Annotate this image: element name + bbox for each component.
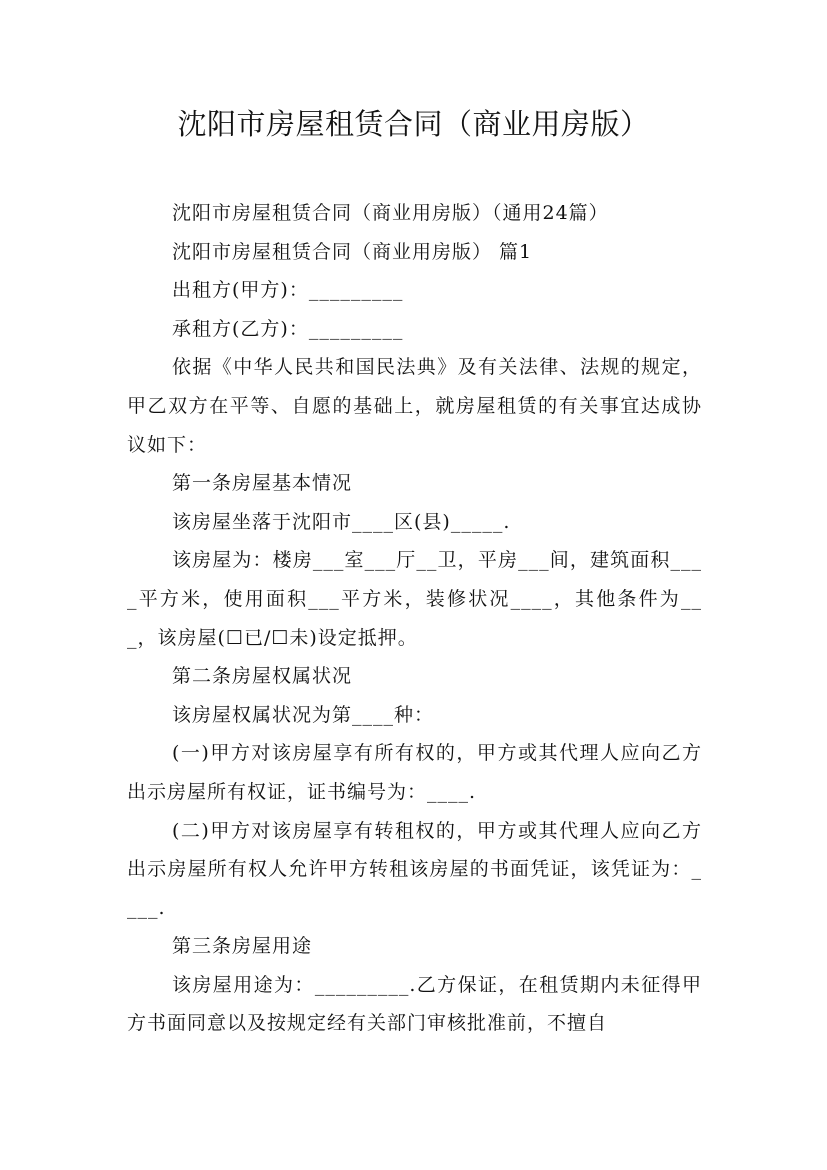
section-heading: 沈阳市房屋租赁合同（商业用房版） 篇1 bbox=[172, 240, 533, 263]
body-paragraph: (二)甲方对该房屋享有转租权的，甲方或其代理人应向乙方出示房屋所有权人允许甲方转租该房屋的书面凭证，该凭证为：____. bbox=[127, 819, 702, 919]
body-paragraph: 该房屋为：楼房___室___厅__卫，平房___间，建筑面积____平方米，使用面积___平方米，装修状况____，其他条件为___，该房屋(☐已/☐未)设定抵押。 bbox=[127, 549, 702, 649]
body-paragraph: 该房屋用途为：_________.乙方保证，在租赁期内未征得甲方书面同意以及按规定经有关部门审核批准前，不擅自 bbox=[127, 973, 702, 1035]
body-paragraph: 该房屋权属状况为第____种： bbox=[172, 703, 435, 726]
body-paragraph: 该房屋坐落于沈阳市____区(县)_____. bbox=[172, 510, 511, 533]
document-title: 沈阳市房屋租赁合同（商业用房版） bbox=[177, 107, 650, 141]
body-paragraph: (一)甲方对该房屋享有所有权的，甲方或其代理人应向乙方出示房屋所有权证，证书编号为：____. bbox=[127, 742, 702, 803]
subtitle-paragraph: 沈阳市房屋租赁合同（商业用房版）（通用24篇） bbox=[172, 202, 609, 224]
article-heading: 第三条房屋用途 bbox=[172, 935, 313, 958]
lessee-line: 承租方(乙方)：_________ bbox=[172, 317, 404, 340]
article-heading: 第二条房屋权属状况 bbox=[172, 665, 353, 688]
article-heading: 第一条房屋基本情况 bbox=[172, 472, 353, 495]
lessor-line: 出租方(甲方)：_________ bbox=[172, 279, 404, 302]
document-body bbox=[127, 194, 702, 1043]
preamble-paragraph: 依据《中华人民共和国民法典》及有关法律、法规的规定，甲乙双方在平等、自愿的基础上，就房屋租赁的有关事宜达成协议如下： bbox=[127, 356, 702, 456]
